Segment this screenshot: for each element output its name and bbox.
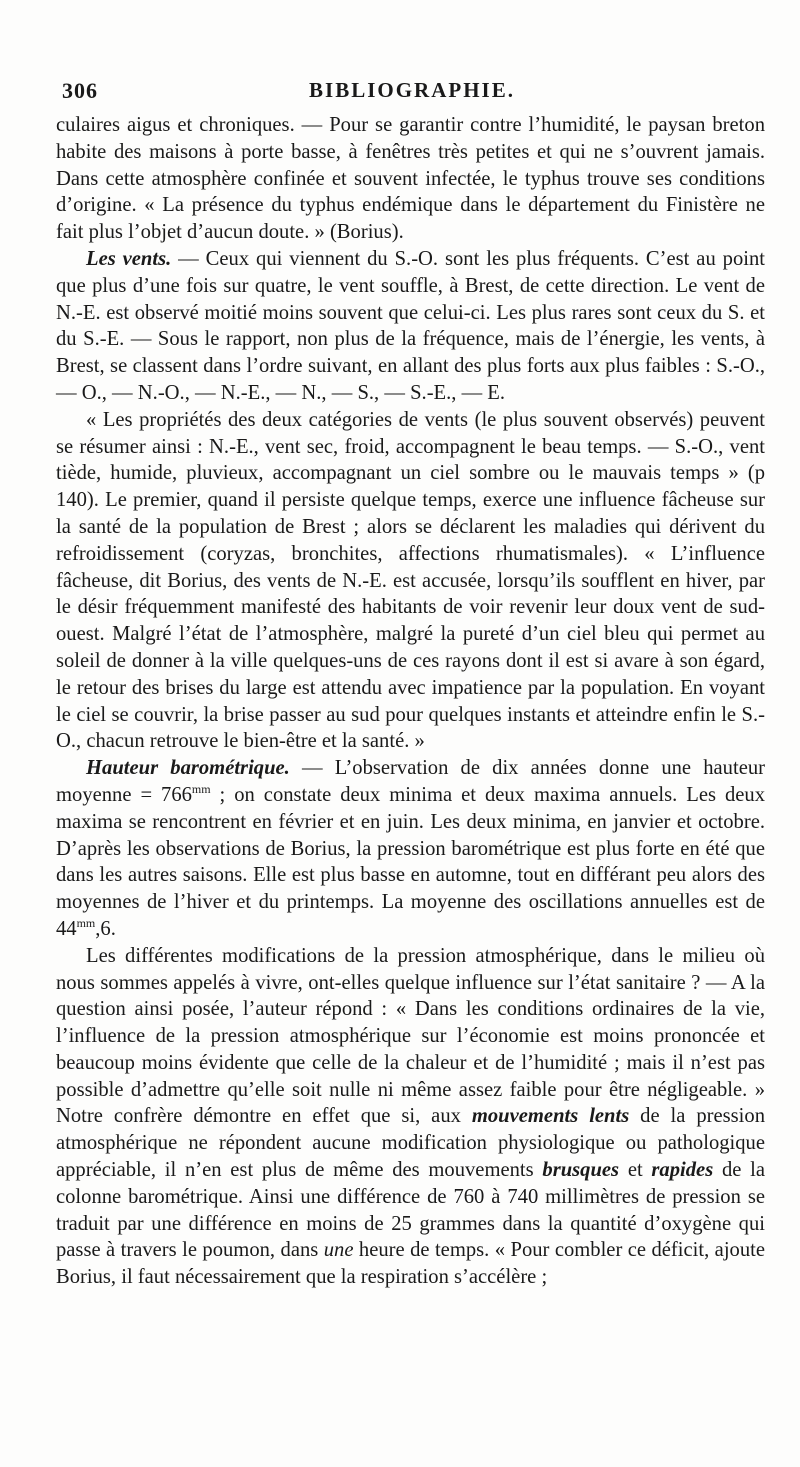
body-text [56,112,765,1291]
section-lead-winds: Les vents. [86,247,172,270]
unit-superscript: mm [76,916,96,931]
barometric-text-b: ; on constate deux minima et deux maxima annuels. Les deux maxima se rencontrent en février et en juin. Les deux minima, en janvier et octobre. D’après les observations de Borius, la pression barométrique est plus forte en été que dans les autres saisons. Elle est plus basse en automne, tout en différant peu alors des moyennes de l’hiver et du printemps. La moyenne des oscillations annuelles est de 44 [56,783,765,940]
paragraph-pressure-health [56,943,765,1291]
pressure-text-e: heure de temps. « Pour combler ce déficit, ajoute Borius, il faut nécessairement que la respiration s’accélère ; [56,1239,765,1289]
header-title: BIBLIOGRAPHIE. [309,78,515,102]
emphasis-rapid: rapides [651,1159,714,1182]
paragraph-wind-properties [56,407,765,755]
running-head [62,78,762,108]
pressure-text-b: de la pression atmosphérique ne répondent aucune modification physiologique ou pathologique appréciable, il n’en est plus de même des mouvements [56,1105,765,1182]
page-number: 306 [62,78,98,103]
barometric-text-a: — L’observation de dix années donne une hauteur moyenne = 766 [56,757,765,806]
pressure-text-c: et [619,1159,652,1182]
emphasis-sudden: brusques [542,1159,620,1182]
paragraph-winds [56,246,765,407]
emphasis-one: une [323,1239,354,1262]
paragraph-humidity-text: culaires aigus et chroniques. — Pour se garantir contre l’humidité, le paysan breton habite des maisons à porte basse, à fenêtres très petites et qui ne s’ouvrent jamais. Dans cette atmosphère confinée et souvent infectée, le typhus trouve ses conditions d’origine. « La présence du typhus endémique dans le département du Finistère ne fait plus l’objet d’aucun doute. » (Borius). [56,114,765,244]
paragraph-barometric [56,755,765,943]
barometric-text-c: ,6. [95,917,116,940]
unit-superscript: mm [191,782,211,797]
emphasis-slow-movements: mouvements lents [471,1105,630,1128]
section-lead-barometric: Hauteur barométrique. [86,757,290,780]
paragraph-wind-properties-text: « Les propriétés des deux catégories de vents (le plus souvent observés) peuvent se résumer ainsi : N.-E., vent sec, froid, accompagnent le beau temps. — S.-O., vent tiède, humide, pluvieux, accompagnant un ciel sombre ou le mauvais temps » (p 140). Le premier, quand il persiste quelque temps, exerce une influence fâcheuse sur la santé de la population de Brest ; alors se déclarent les maladies qui dérivent du refroidissement (coryzas, bronchites, affections rhumatismales). « L’influence fâcheuse, dit Borius, des vents de N.-E. est accusée, lorsqu’ils soufflent en hiver, par le désir fréquemment manifesté des habitants de voir revenir leur doux vent de sud-ouest. Malgré l’état de l’atmosphère, malgré la pureté d’un ciel bleu qui permet au soleil de donner à la ville quelques-uns de ces rayons dont il est si avare à son égard, le retour des brises du large est attendu avec impatience par la population. En voyant le ciel se couvrir, la brise passer au sud pour quelques instants et atteindre enfin le S.-O., chacun retrouve le bien-être et la santé. » [56,408,765,753]
paragraph-winds-text: — Ceux qui viennent du S.-O. sont les plus fréquents. C’est au point que plus d’une fois sur quatre, le vent souffle, à Brest, de cette direction. Le vent de N.-E. est observé moitié moins souvent que celui-ci. Les plus rares sont ceux du S. et du S.-E. — Sous le rapport, non plus de la fréquence, mais de l’énergie, les vents, à Brest, se classent dans l’ordre suivant, en allant des plus forts aux plus faibles : S.-O., — O., — N.-O., — N.-E., — N., — S., — S.-E., — E. [56,247,765,404]
pressure-text-a: Les différentes modifications de la pression atmosphérique, dans le milieu où nous sommes appelés à vivre, ont-elles quelque influence sur l’état sanitaire ? — A la question ainsi posée, l’auteur répond : « Dans les conditions ordinaires de la vie, l’influence de la pression atmosphérique sur l’économie est moins prononcée et beaucoup moins évidente que celle de la chaleur et de l’humidité ; mais il n’est pas possible d’admettre qu’elle soit nulle ni même assez faible pour être négligeable. » Notre confrère démontre en effet que si, aux [56,944,765,1128]
paragraph-humidity [56,112,765,246]
pressure-text-d: de la colonne barométrique. Ainsi une différence de 760 à 740 millimètres de pression se traduit par une différence en moins de 25 grammes dans la quantité d’oxygène qui passe à travers le poumon, dans [56,1159,765,1262]
